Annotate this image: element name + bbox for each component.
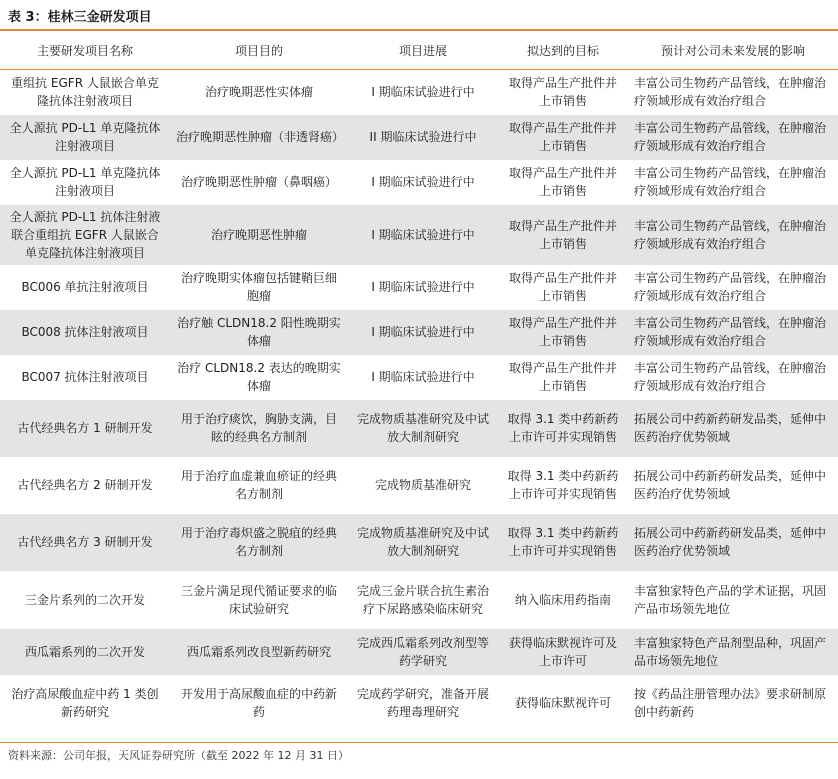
- header-purpose: 项目目的: [170, 33, 348, 70]
- cell-impact: 丰富公司生物药产品管线，在肿瘤治疗领域形成有效治疗组合: [628, 115, 838, 160]
- table-row: [0, 205, 838, 265]
- cell-goal: 获得临床默视许可: [514, 695, 611, 710]
- cell-progress: 完成西瓜霜系列改剂型等药学研究: [348, 629, 498, 675]
- cell-progress: I 期临床试验进行中: [371, 370, 475, 384]
- cell-impact: 丰富公司生物药产品管线，在肿瘤治疗领域形成有效治疗组合: [628, 205, 838, 265]
- table-row: [0, 457, 838, 514]
- cell-purpose: 用于治疗血虚兼血瘀证的经典名方制剂: [180, 469, 337, 501]
- cell-impact: 丰富独家特色产品剂型品种，巩固产品市场领先地位: [628, 629, 838, 675]
- cell-project-name: BC006 单抗注射液项目: [21, 280, 149, 294]
- cell-purpose: 治疗晚期恶性实体瘤: [204, 85, 313, 100]
- cell-goal: 取得产品生产批件并上市销售: [498, 115, 628, 160]
- cell-project-name: BC007 抗体注射液项目: [21, 370, 149, 384]
- cell-progress: 完成三金片联合抗生素治疗下尿路感染临床研究: [356, 583, 489, 616]
- cell-progress: II 期临床试验进行中: [348, 115, 498, 160]
- cell-project-name: 古代经典名方 2 研制开发: [17, 478, 153, 492]
- header-project-name: 主要研发项目名称: [0, 33, 170, 70]
- cell-goal: 纳入临床用药指南: [514, 592, 611, 607]
- cell-impact: 丰富公司生物药产品管线，在肿瘤治疗领域形成有效治疗组合: [634, 361, 827, 393]
- header-progress: 项目进展: [348, 33, 498, 70]
- cell-purpose: 西瓜霜系列改良型新药研究: [170, 629, 348, 675]
- cell-goal: 取得产品生产批件并上市销售: [498, 205, 628, 265]
- header-row: [0, 33, 838, 70]
- cell-purpose: 治疗晚期恶性肿瘤（非透肾癌）: [170, 115, 348, 160]
- cell-purpose: 治疗晚期恶性肿瘤（鼻咽癌）: [180, 175, 337, 189]
- table-row: [0, 355, 838, 400]
- table-row: [0, 675, 838, 731]
- cell-progress: I 期临床试验进行中: [371, 85, 475, 100]
- table-row: [0, 400, 838, 457]
- cell-impact: 丰富公司生物药产品管线，在肿瘤治疗领域形成有效治疗组合: [634, 271, 827, 303]
- cell-project-name: 古代经典名方 1 研制开发: [0, 400, 170, 457]
- table-title: 表 3：桂林三金研发项目: [8, 10, 152, 25]
- cell-progress: 完成物质基准研究: [374, 478, 471, 492]
- table-row: [0, 70, 838, 115]
- cell-progress: 完成物质基准研究及中试放大制剂研究: [348, 514, 498, 571]
- cell-impact: 拓展公司中药新药研发品类，延伸中医药治疗优势领域: [634, 469, 827, 501]
- cell-progress: I 期临床试验进行中: [348, 310, 498, 355]
- cell-impact: 丰富独家特色产品的学术证据，巩固产品市场领先地位: [634, 583, 827, 616]
- table-row: [0, 629, 838, 675]
- cell-project-name: 西瓜霜系列的二次开发: [0, 629, 170, 675]
- cell-goal: 取得产品生产批件并上市销售: [508, 76, 617, 109]
- rd-projects-table: [0, 33, 838, 731]
- cell-progress: I 期临床试验进行中: [348, 205, 498, 265]
- cell-impact: 丰富公司生物药产品管线，在肿瘤治疗领域形成有效治疗组合: [634, 166, 827, 198]
- cell-impact: 丰富公司生物药产品管线，在肿瘤治疗领域形成有效治疗组合: [628, 310, 838, 355]
- table-row: [0, 115, 838, 160]
- cell-purpose: 治疗触 CLDN18.2 阳性晚期实体瘤: [170, 310, 348, 355]
- cell-project-name: BC008 抗体注射液项目: [0, 310, 170, 355]
- table-row: [0, 160, 838, 205]
- cell-progress: 完成药学研究，准备开展药理毒理研究: [356, 686, 489, 719]
- cell-purpose: 治疗晚期实体瘤包括键鞘巨细胞瘤: [180, 271, 337, 303]
- cell-goal: 取得 3.1 类中药新药上市许可并实现销售: [498, 400, 628, 457]
- cell-goal: 取得 3.1 类中药新药上市许可并实现销售: [498, 514, 628, 571]
- cell-purpose: 治疗 CLDN18.2 表达的晚期实体瘤: [177, 361, 341, 393]
- cell-goal: 取得产品生产批件并上市销售: [508, 361, 617, 393]
- cell-purpose: 用于治疗痰饮，胸胁支满，目眩的经典名方制剂: [170, 400, 348, 457]
- cell-purpose: 治疗晚期恶性肿瘤: [170, 205, 348, 265]
- cell-purpose: 用于治疗毒炽盛之脱疽的经典名方制剂: [170, 514, 348, 571]
- bottom-rule: [0, 742, 838, 743]
- source-note: 资料来源：公司年报，天风证券研究所（截至 2022 年 12 月 31 日）: [8, 749, 349, 762]
- cell-purpose: 三金片满足现代循证要求的临床试验研究: [180, 583, 337, 616]
- cell-impact: 按《药品注册管理办法》要求研制原创中药新药: [634, 686, 827, 719]
- table-row: [0, 310, 838, 355]
- cell-impact: 拓展公司中药新药研发品类，延伸中医药治疗优势领域: [628, 514, 838, 571]
- cell-impact: 拓展公司中药新药研发品类，延伸中医药治疗优势领域: [628, 400, 838, 457]
- cell-goal: 取得产品生产批件并上市销售: [508, 166, 617, 198]
- cell-goal: 取得产品生产批件并上市销售: [498, 310, 628, 355]
- table-row: [0, 571, 838, 629]
- cell-project-name: 全人源抗 PD-L1 单克隆抗体注射液项目: [0, 115, 170, 160]
- cell-goal: 取得产品生产批件并上市销售: [508, 271, 617, 303]
- table-row: [0, 514, 838, 571]
- header-goal: 拟达到的目标: [498, 33, 628, 70]
- header-impact: 预计对公司未来发展的影响: [628, 33, 838, 70]
- cell-goal: 取得 3.1 类中药新药上市许可并实现销售: [507, 469, 619, 501]
- cell-project-name: 重组抗 EGFR 人鼠嵌合单克隆抗体注射液项目: [11, 76, 159, 109]
- table-row: [0, 265, 838, 310]
- cell-goal: 获得临床默视许可及上市许可: [498, 629, 628, 675]
- cell-project-name: 全人源抗 PD-L1 抗体注射液联合重组抗 EGFR 人鼠嵌合单克隆抗体注射液项目: [0, 205, 170, 265]
- cell-project-name: 古代经典名方 3 研制开发: [0, 514, 170, 571]
- cell-purpose: 开发用于高尿酸血症的中药新药: [180, 686, 337, 719]
- cell-project-name: 全人源抗 PD-L1 单克隆抗体注射液项目: [9, 166, 161, 198]
- cell-project-name: 三金片系列的二次开发: [24, 592, 145, 607]
- cell-progress: 完成物质基准研究及中试放大制剂研究: [348, 400, 498, 457]
- cell-impact: 丰富公司生物药产品管线，在肿瘤治疗领域形成有效治疗组合: [634, 76, 827, 109]
- cell-project-name: 治疗高尿酸血症中药 1 类创新药研究: [11, 686, 159, 719]
- cell-progress: I 期临床试验进行中: [371, 280, 475, 294]
- cell-progress: I 期临床试验进行中: [371, 175, 475, 189]
- top-rule: [0, 29, 838, 31]
